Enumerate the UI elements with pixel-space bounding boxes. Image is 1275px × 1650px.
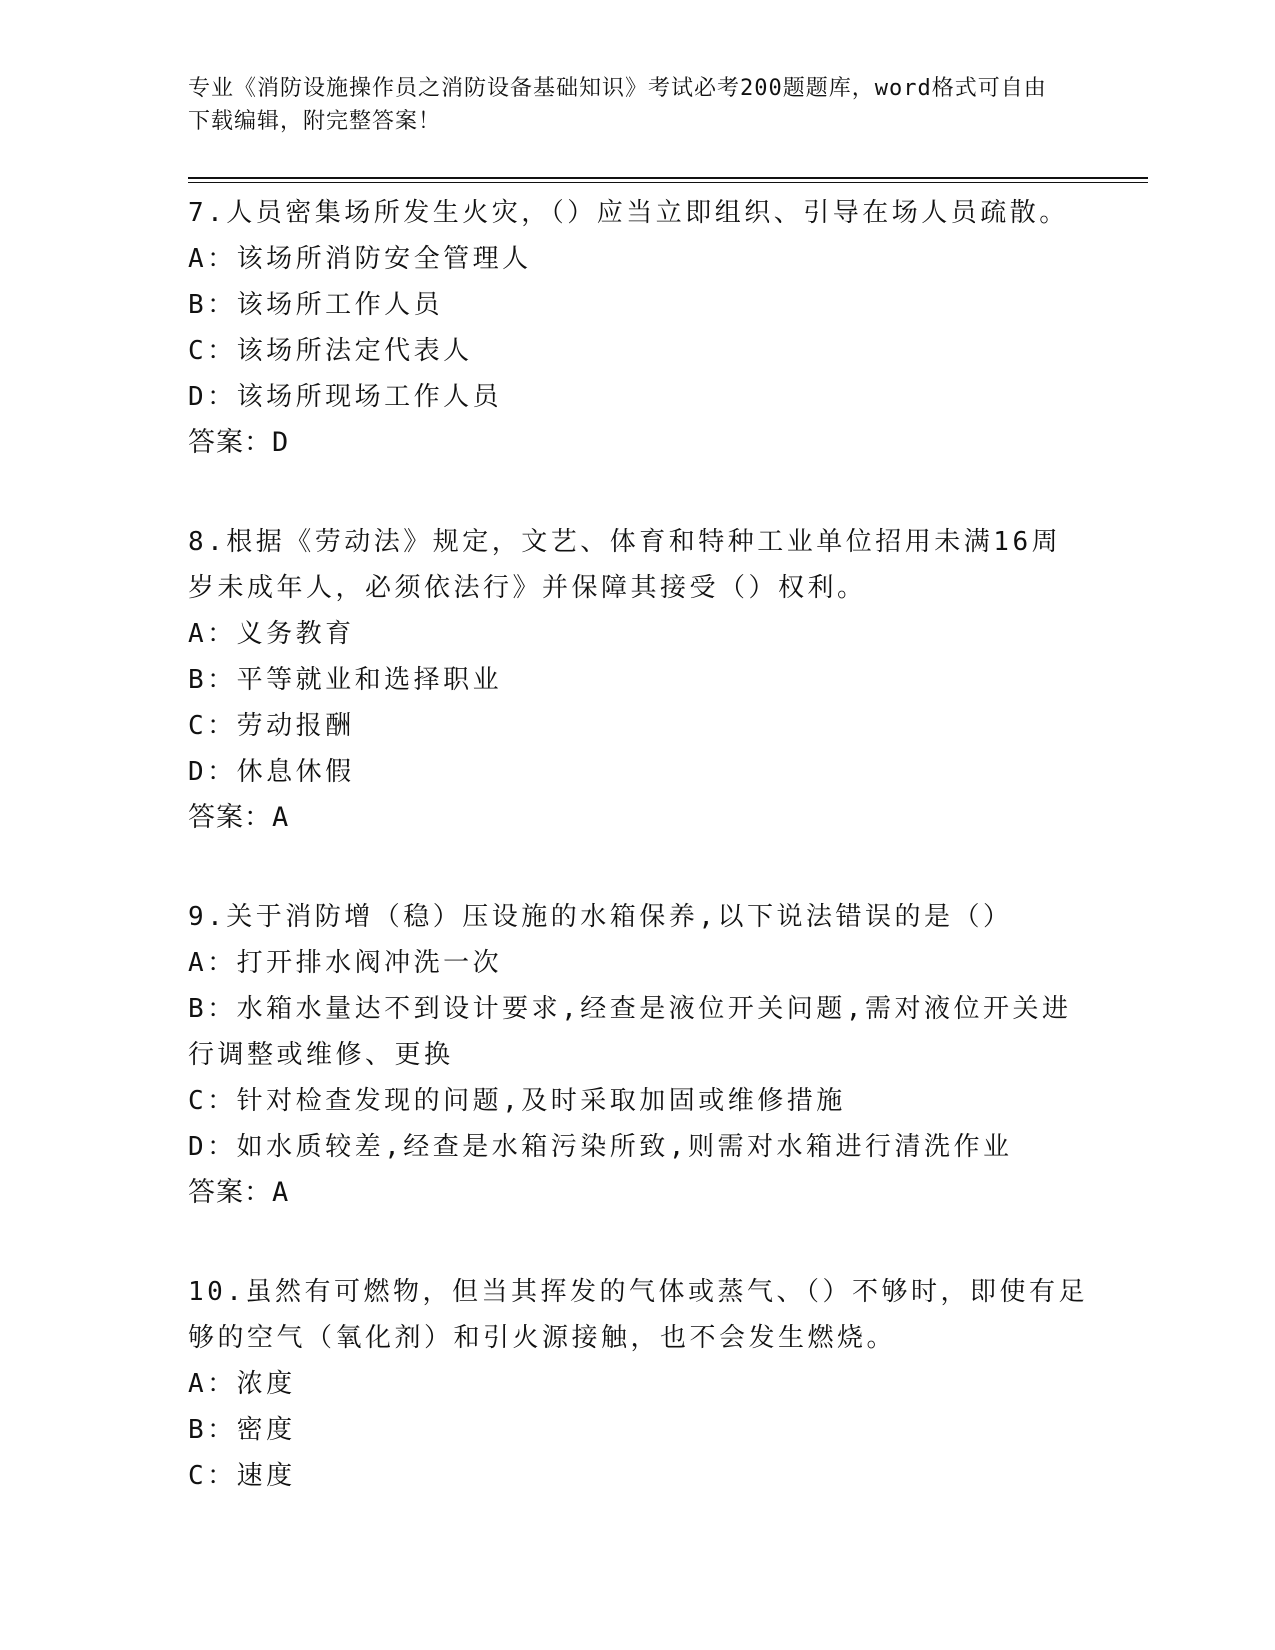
answer-value: D — [272, 427, 290, 458]
option-a: A：义务教育 — [188, 619, 355, 649]
option-c: C：劳动报酬 — [188, 711, 355, 741]
answer-line — [188, 420, 1088, 466]
question-stem: 8.根据《劳动法》规定，文艺、体育和特种工业单位招用未满16周岁未成年人，必须依法行》并保障其接受（）权利。 — [188, 527, 1062, 603]
option-c: C：该场所法定代表人 — [188, 336, 473, 366]
header-divider — [188, 177, 1148, 179]
option-a: A：打开排水阀冲洗一次 — [188, 948, 503, 978]
option-b: B：水箱水量达不到设计要求,经查是液位开关问题,需对液位开关进行调整或维修、更换 — [188, 994, 1072, 1070]
option-c: C：针对检查发现的问题,及时采取加固或维修措施 — [188, 1086, 846, 1116]
question-item — [188, 519, 1088, 841]
answer-label: 答案： — [188, 1177, 272, 1208]
question-stem: 9.关于消防增（稳）压设施的水箱保养,以下说法错误的是（） — [188, 902, 1013, 932]
option-d: D：该场所现场工作人员 — [188, 382, 503, 412]
option-c: C：速度 — [188, 1461, 296, 1491]
option-b: B：密度 — [188, 1415, 296, 1445]
option-a: A：该场所消防安全管理人 — [188, 244, 532, 274]
option-d: D：如水质较差,经查是水箱污染所致,则需对水箱进行清洗作业 — [188, 1132, 1013, 1162]
answer-label: 答案： — [188, 427, 272, 458]
question-stem: 7.人员密集场所发生火灾，（）应当立即组织、引导在场人员疏散。 — [188, 198, 1069, 228]
option-b: B：该场所工作人员 — [188, 290, 444, 320]
option-b: B：平等就业和选择职业 — [188, 665, 503, 695]
document-header: 专业《消防设施操作员之消防设备基础知识》考试必考200题题库，word格式可自由下载编辑，附完整答案！ — [188, 76, 1047, 134]
option-d: D：休息休假 — [188, 757, 355, 787]
question-item — [188, 190, 1088, 466]
option-a: A：浓度 — [188, 1369, 296, 1399]
answer-value: A — [272, 1177, 290, 1208]
answer-value: A — [272, 802, 290, 833]
question-stem: 10.虽然有可燃物，但当其挥发的气体或蒸气、（）不够时，即使有足够的空气（氧化剂）和引火源接触，也不会发生燃烧。 — [188, 1277, 1088, 1353]
question-list — [188, 190, 1088, 1552]
header-divider-thin — [188, 182, 1148, 183]
question-item — [188, 894, 1088, 1216]
answer-line — [188, 1170, 1088, 1216]
question-item — [188, 1269, 1088, 1499]
answer-label: 答案： — [188, 802, 272, 833]
answer-line — [188, 795, 1088, 841]
